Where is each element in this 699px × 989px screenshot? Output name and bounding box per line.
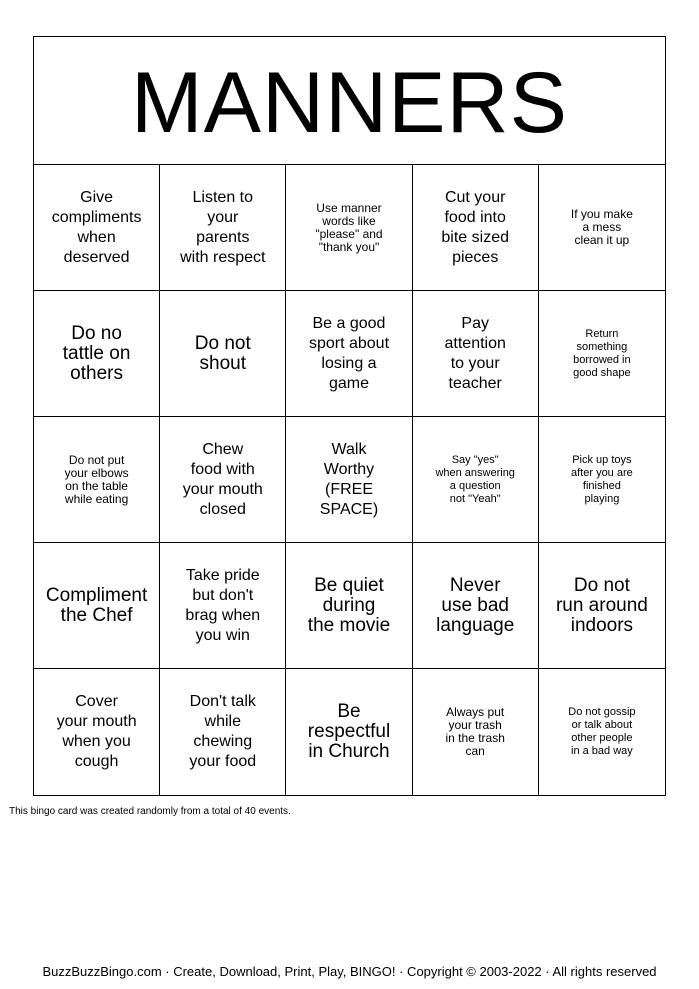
generation-note: This bingo card was created randomly from a total of 40 events.: [9, 806, 291, 817]
bingo-cell: [34, 165, 160, 291]
bingo-cell-text: Be quiet during the movie: [307, 574, 391, 636]
bingo-cell-text: Always put your trash in the trash can: [445, 705, 505, 758]
bingo-cell: [160, 291, 286, 417]
bingo-cell: [539, 165, 665, 291]
bingo-cell: [160, 543, 286, 669]
bingo-cell: [539, 417, 665, 543]
bingo-cell-text: Pay attention to your teacher: [444, 314, 506, 392]
bingo-cell: [286, 291, 412, 417]
bingo-cell: [160, 417, 286, 543]
bingo-cell: [160, 669, 286, 795]
bingo-cell-text: Walk Worthy (FREE SPACE): [319, 440, 379, 518]
bingo-cell-text: Be a good sport about losing a game: [308, 314, 390, 392]
bingo-cell-text: Do no tattle on others: [62, 322, 131, 384]
bingo-cell-text: Return something borrowed in good shape: [573, 327, 631, 379]
bingo-grid: [34, 164, 665, 795]
footer-copyright: BuzzBuzzBingo.com · Create, Download, Print, Play, BINGO! · Copyright © 2003-2022 · All rights reserved: [42, 964, 657, 979]
bingo-cell-text: If you make a mess clean it up: [570, 207, 633, 247]
bingo-cell-text: Do not put your elbows on the table while eating: [64, 452, 129, 506]
bingo-cell-text: Give compliments when deserved: [51, 188, 142, 266]
bingo-cell-text: Cut your food into bite sized pieces: [441, 188, 509, 266]
bingo-cell: [160, 165, 286, 291]
bingo-cell-text: Do not gossip or talk about other people in a bad way: [568, 706, 636, 757]
bingo-cell-text: Say "yes" when answering a question not "Yeah": [435, 453, 515, 505]
bingo-cell-text: Do not shout: [194, 332, 251, 374]
bingo-cell: [539, 669, 665, 795]
bingo-cell: [413, 543, 539, 669]
bingo-cell: [286, 417, 412, 543]
bingo-cell: [413, 669, 539, 795]
bingo-cell-text: Use manner words like "please" and "thank you": [315, 200, 383, 254]
bingo-cell-text: Don't talk while chewing your food: [189, 693, 257, 770]
bingo-cell-text: Be respectful in Church: [307, 701, 391, 762]
bingo-cell-text: Compliment the Chef: [45, 584, 148, 626]
bingo-cell-text: Chew food with your mouth closed: [182, 440, 263, 518]
bingo-cell: [413, 291, 539, 417]
bingo-cell: [34, 669, 160, 795]
bingo-cell-text: Never use bad language: [436, 574, 515, 636]
title-box: [34, 37, 665, 164]
bingo-cell: [34, 417, 160, 543]
bingo-cell: [286, 543, 412, 669]
bingo-cell: [539, 543, 665, 669]
bingo-cell-text: Take pride but don't brag when you win: [185, 566, 261, 644]
bingo-cell-text: Pick up toys after you are finished playing: [571, 453, 633, 505]
bingo-card: [33, 36, 666, 796]
bingo-cell: [34, 291, 160, 417]
bingo-cell-text: Do not run around indoors: [555, 574, 648, 636]
bingo-cell-text: Cover your mouth when you cough: [56, 693, 137, 770]
bingo-cell: [34, 543, 160, 669]
bingo-cell: [286, 165, 412, 291]
card-title: MANNERS: [130, 54, 569, 151]
bingo-cell: [413, 165, 539, 291]
bingo-cell: [286, 669, 412, 795]
bingo-cell-text: Listen to your parents with respect: [180, 188, 266, 266]
bingo-cell: [413, 417, 539, 543]
bingo-cell: [539, 291, 665, 417]
